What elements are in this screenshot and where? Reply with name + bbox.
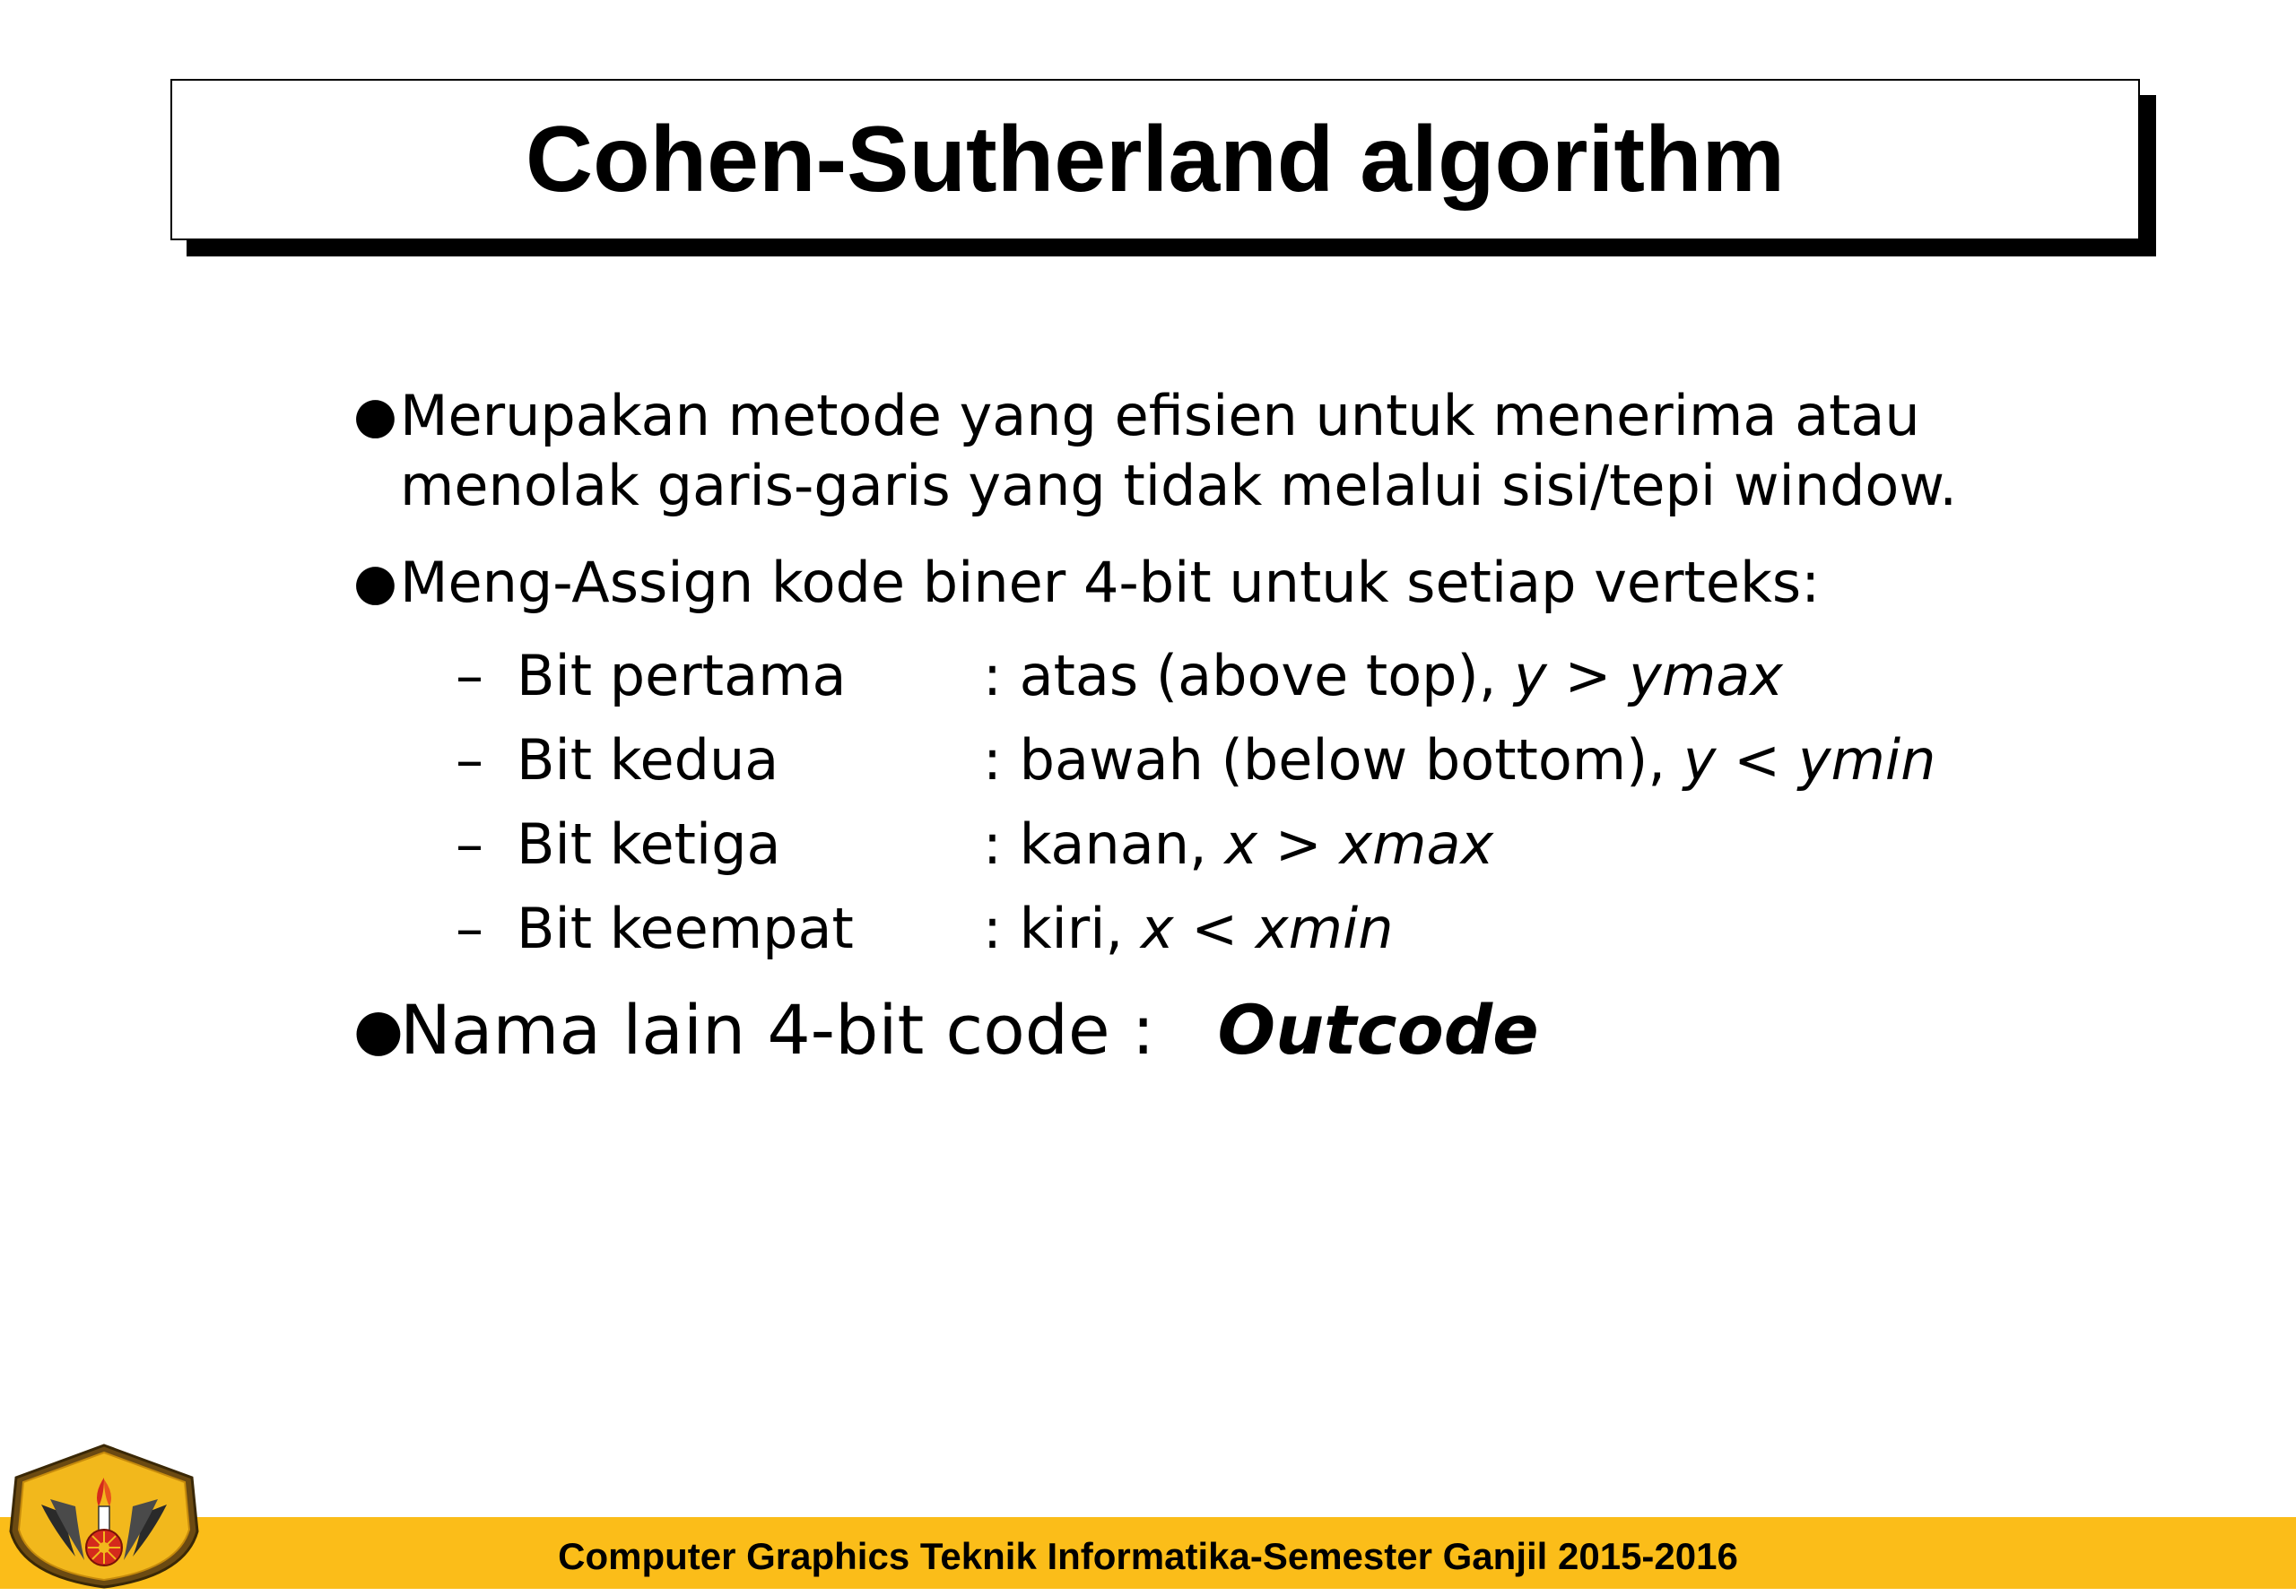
sub-item-desc: : kanan, (983, 811, 1225, 877)
slide-title: Cohen-Sutherland algorithm (526, 108, 1785, 212)
sub-item-label: Bit kedua (517, 727, 779, 793)
bullet-text-line-1: Merupakan metode yang efisien untuk menerima atau (400, 383, 1920, 448)
dash-icon: – (456, 727, 483, 793)
sub-item-label: Bit keempat (517, 896, 854, 961)
dash-icon: – (456, 896, 483, 961)
sub-item-desc: : kiri, (983, 896, 1141, 961)
slide-content (350, 381, 2144, 1073)
bullet-item-assign (350, 548, 2144, 618)
sub-item-bit-3 (350, 802, 2144, 887)
bullet-dot-icon: ● (353, 386, 397, 445)
sub-item-condition: y > ymax (1514, 643, 1783, 708)
bullet-item-definition (350, 381, 2144, 521)
bullet-text: Meng-Assign kode biner 4-bit untuk setiap verteks: (400, 550, 1821, 615)
bullet-dot-icon: ● (353, 553, 397, 612)
sub-item-condition: y < ymin (1683, 727, 1936, 793)
university-emblem-icon (5, 1442, 203, 1589)
sub-item-desc: : bawah (below bottom), (983, 727, 1683, 793)
footer-bar (0, 1517, 2296, 1589)
bullet-dot-icon: ● (353, 997, 404, 1063)
sub-item-label: Bit pertama (517, 643, 847, 708)
sub-item-desc: : atas (above top), (983, 643, 1515, 708)
sub-item-bit-1 (350, 634, 2144, 718)
dash-icon: – (456, 643, 483, 708)
bullet-text: Nama lain 4-bit code : (400, 990, 1155, 1070)
bullet-item-outcode (350, 987, 2144, 1073)
dash-icon: – (456, 811, 483, 877)
sub-item-bit-2 (350, 718, 2144, 802)
title-box (170, 79, 2140, 240)
sub-item-bit-4 (350, 887, 2144, 971)
sub-item-condition: x < xmin (1140, 896, 1394, 961)
outcode-term: Outcode (1217, 990, 1539, 1070)
footer-text: Computer Graphics Teknik Informatika-Semester Ganjil 2015-2016 (558, 1535, 1738, 1577)
bullet-text-line-2: menolak garis-garis yang tidak melalui sisi/tepi window. (400, 453, 1958, 518)
sub-item-condition: x > xmax (1224, 811, 1494, 877)
sub-item-label: Bit ketiga (517, 811, 781, 877)
